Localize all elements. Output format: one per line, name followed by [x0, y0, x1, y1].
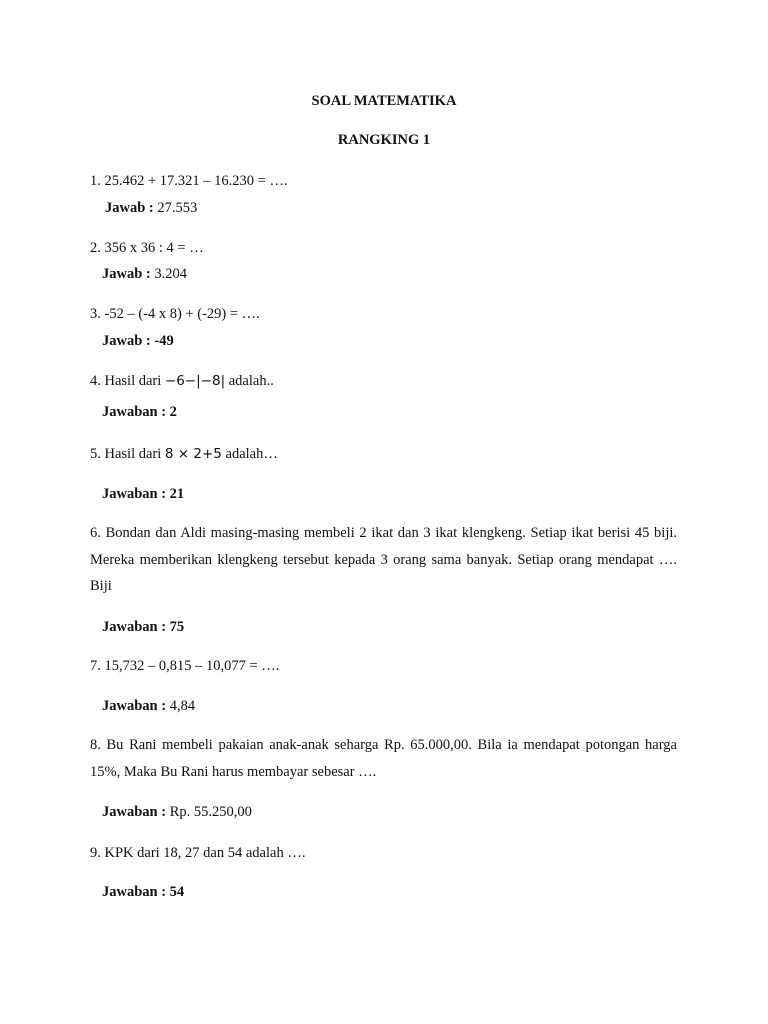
answer-9	[102, 884, 184, 901]
question-2: 2. 356 x 36 : 4 = …	[90, 240, 204, 256]
answer-2-label: Jawab :	[102, 266, 151, 282]
answer-5-label: Jawaban : 21	[102, 486, 185, 502]
answer-3-label: Jawab : -49	[102, 333, 174, 349]
document-title: SOAL MATEMATIKA	[311, 93, 457, 109]
document-subtitle: RANGKING 1	[337, 132, 431, 148]
answer-1	[105, 200, 197, 217]
question-1: 1. 25.462 + 17.321 – 16.230 = ….	[90, 173, 288, 189]
question-4-prefix: 4. Hasil dari	[90, 373, 165, 389]
answer-7-value: 4,84	[166, 698, 196, 714]
question-8: 8. Bu Rani membeli pakaian anak-anak seharga Rp. 65.000,00. Bila ia mendapat potongan harga 15%, Maka Bu Rani harus membayar sebesar ….	[90, 737, 677, 780]
answer-2	[102, 266, 187, 283]
question-5-prefix: 5. Hasil dari	[90, 446, 165, 462]
question-4-expression: −6−|−8|	[164, 373, 226, 389]
answer-4-label: Jawaban : 2	[102, 404, 177, 420]
answer-7-label: Jawaban :	[102, 698, 167, 714]
answer-5	[102, 486, 184, 503]
answer-8	[102, 804, 252, 821]
question-6: 6. Bondan dan Aldi masing-masing membeli 2 ikat dan 3 ikat klengkeng. Setiap ikat berisi 45 biji. Mereka memberikan klengkeng tersebut kepada 3 orang sama banyak. Setiap orang mendapat …. Biji	[90, 525, 677, 594]
answer-1-label: Jawab :	[105, 200, 154, 216]
question-4	[90, 373, 274, 390]
question-9: 9. KPK dari 18, 27 dan 54 adalah ….	[90, 845, 306, 861]
question-5-expression: 8 × 2+5	[164, 446, 222, 462]
answer-9-label: Jawaban : 54	[102, 884, 185, 900]
answer-8-label: Jawaban :	[102, 804, 167, 820]
question-5	[90, 446, 278, 463]
answer-8-value: Rp. 55.250,00	[166, 804, 252, 820]
answer-4	[102, 404, 177, 421]
answer-3	[102, 333, 174, 350]
answer-6	[102, 619, 184, 636]
question-7: 7. 15,732 – 0,815 – 10,077 = ….	[90, 658, 280, 674]
answer-1-value: 27.553	[153, 200, 198, 216]
answer-7	[102, 698, 195, 715]
question-4-suffix: adalah..	[225, 373, 274, 389]
question-3: 3. -52 – (-4 x 8) + (-29) = ….	[90, 306, 260, 322]
answer-6-label: Jawaban : 75	[102, 619, 185, 635]
answer-2-value: 3.204	[150, 266, 187, 282]
question-5-suffix: adalah…	[221, 446, 278, 462]
